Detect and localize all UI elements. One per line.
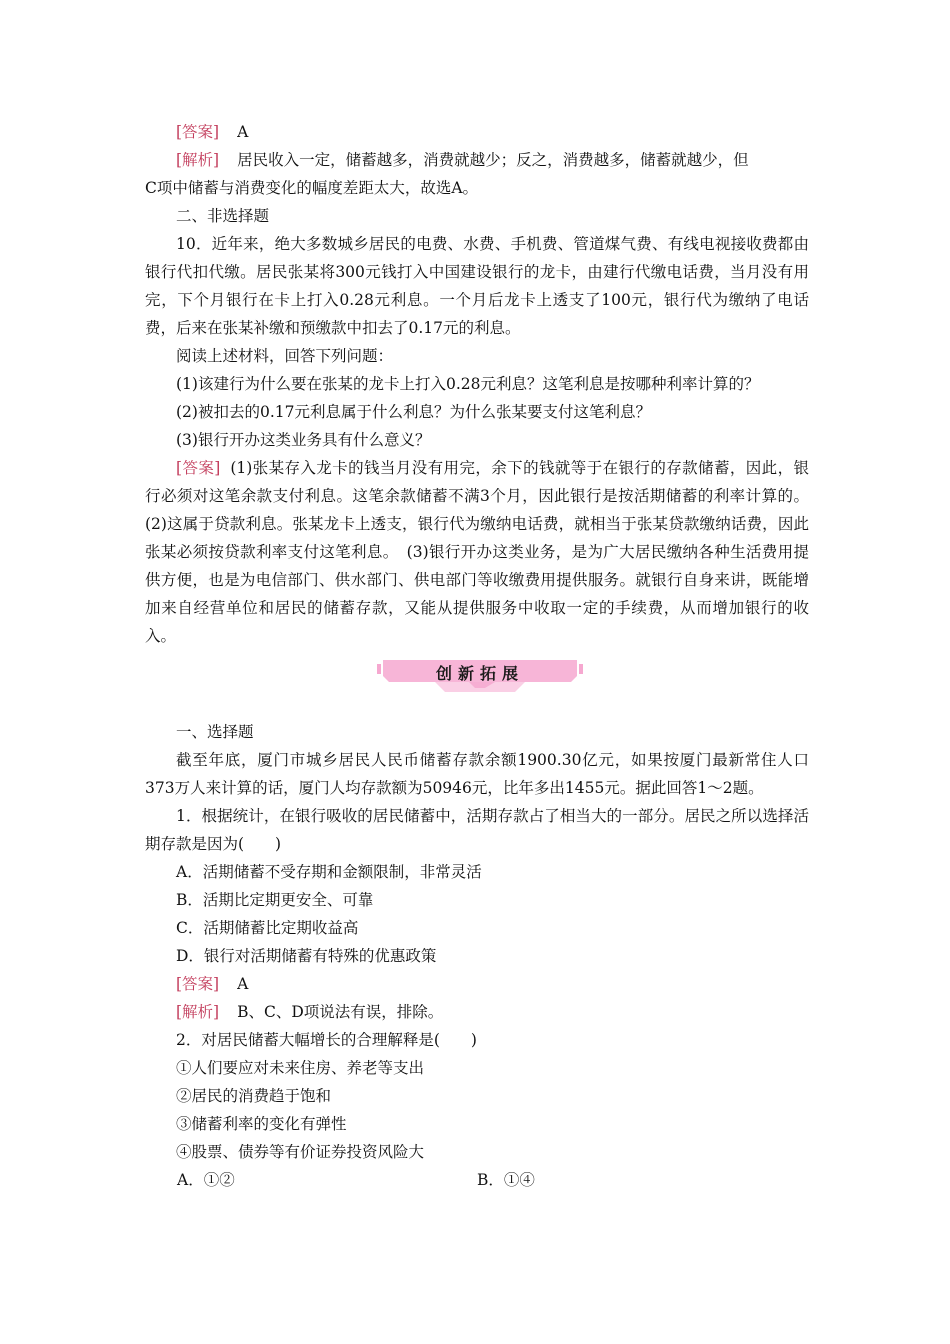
question-2-stem: 2．对居民储蓄大幅增长的合理解释是( ): [176, 1031, 477, 1049]
answer-label: [答案]: [176, 123, 220, 141]
answer-line: [145, 118, 809, 146]
question-2-item-1: ①人们要应对未来住房、养老等支出: [176, 1059, 425, 1077]
question-1-option-c: C．活期储蓄比定期收益高: [176, 919, 359, 937]
analysis-text-1: 居民收入一定，储蓄越多，消费就越少；反之，消费越多，储蓄就越少，但: [237, 151, 749, 169]
question-2-item-4: ④股票、债券等有价证券投资风险大: [176, 1143, 425, 1161]
answer-label: [答案]: [176, 975, 220, 993]
question-10-sub-1: (1)该建行为什么要在张某的龙卡上打入0.28元利息？这笔利息是按哪种利率计算的？: [176, 375, 760, 393]
question-2-item-2: ②居民的消费趋于饱和: [176, 1087, 332, 1105]
analysis-label: [解析]: [176, 1003, 220, 1021]
answer-value: A: [237, 123, 249, 141]
question-10-prompt: 阅读上述材料，回答下列问题：: [176, 347, 394, 365]
analysis-continuation: C项中储蓄与消费变化的幅度差距太大，故选A。: [145, 179, 479, 197]
section-banner: [145, 654, 809, 710]
section-heading-non-choice: 二、非选择题: [176, 207, 270, 225]
question-2-options: [145, 1166, 809, 1194]
question-1-answer: [145, 970, 809, 998]
question-1-option-b: B．活期比定期更安全、可靠: [176, 891, 374, 909]
question-2-option-a: A．①②: [177, 1171, 235, 1189]
question-10-sub-2: (2)被扣去的0.17元利息属于什么利息？为什么张某要支付这笔利息？: [176, 403, 651, 421]
question-1-option-d: D．银行对活期储蓄有特殊的优惠政策: [176, 947, 437, 965]
material-text: 截至年底，厦门市城乡居民人民币储蓄存款余额1900.30亿元，如果按厦门最新常住人口373万人来计算的话，厦门人均存款额为50946元，比年多出1455元。据此回答1～2题。: [145, 751, 809, 797]
question-2-option-b: B．①④: [477, 1171, 535, 1189]
document-content: [145, 118, 809, 1194]
question-10-sub-3: (3)银行开办这类业务具有什么意义？: [176, 431, 431, 449]
question-1-stem: 1．根据统计，在银行吸收的居民储蓄中，活期存款占了相当大的一部分。居民之所以选择活期存款是因为( ): [145, 807, 809, 853]
question-1-option-a: A．活期储蓄不受存期和金额限制，非常灵活: [176, 863, 482, 881]
question-10-answer: [145, 454, 809, 650]
analysis-line: [145, 146, 809, 174]
question-1-answer-value: A: [237, 975, 249, 993]
section-heading-choice: 一、选择题: [176, 723, 254, 741]
answer-label: [答案]: [176, 459, 221, 477]
question-1-analysis-text: B、C、D项说法有误，排除。: [237, 1003, 444, 1021]
question-2-item-3: ③储蓄利率的变化有弹性: [176, 1115, 347, 1133]
question-1-analysis: [145, 998, 809, 1026]
banner-title: 创新拓展: [435, 664, 524, 683]
analysis-label: [解析]: [176, 151, 220, 169]
question-10-text: 10．近年来，绝大多数城乡居民的电费、水费、手机费、管道煤气费、有线电视接收费都由银行代扣代缴。居民张某将300元钱打入中国建设银行的龙卡，由建行代缴电话费，当月没有用完，下个月银行在卡上打入0.28元利息。一个月后龙卡上透支了100元，银行代为缴纳了电话费，后来在张某补缴和预缴款中扣去了0.17元的利息。: [145, 235, 809, 337]
question-10-answer-text: (1)张某存入龙卡的钱当月没有用完，余下的钱就等于在银行的存款储蓄，因此，银行必须对这笔余款支付利息。这笔余款储蓄不满3个月，因此银行是按活期储蓄的利率计算的。(2)这属于贷款利息。张某龙卡上透支，银行代为缴纳电话费，就相当于张某贷款缴纳话费，因此张某必须按贷款利率支付这笔利息。 (3)银行开办这类业务，是为广大居民缴纳各种生活费用提供方便，也是为电信部门、供水部门、供电部门等收缴费用提供服务。就银行自身来讲，既能增加来自经营单位和居民的储蓄存款，又能从提供服务中收取一定的手续费，从而增加银行的收入。: [145, 459, 809, 645]
